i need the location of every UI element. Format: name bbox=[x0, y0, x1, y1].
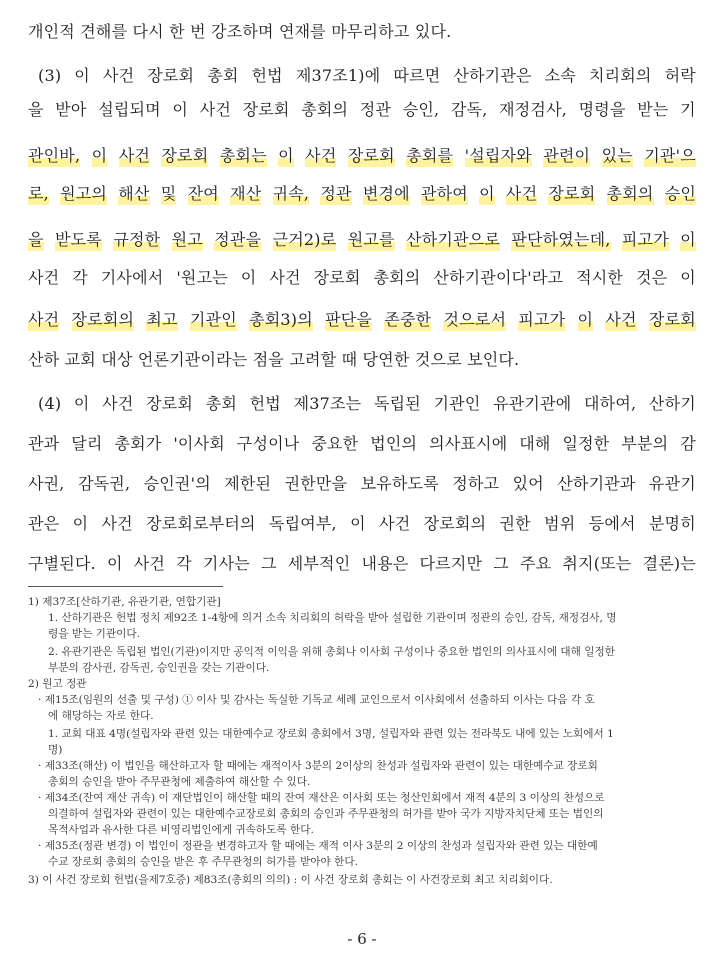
body-word: 관은 bbox=[28, 514, 60, 533]
body-word: 권한 bbox=[499, 514, 531, 533]
body-word: 원고의 bbox=[60, 184, 108, 203]
body-word: 이 bbox=[74, 66, 90, 85]
body-word: 장로회 bbox=[146, 394, 194, 413]
body-word: 기사는 bbox=[202, 554, 250, 573]
body-word: 각 bbox=[176, 554, 192, 573]
body-line bbox=[28, 512, 696, 536]
body-word: 견해를 bbox=[80, 22, 133, 41]
body-word: 산하 bbox=[28, 350, 65, 369]
body-line bbox=[38, 392, 696, 416]
body-word: 변경에 bbox=[362, 184, 410, 203]
body-word: 장로회 bbox=[147, 66, 195, 85]
body-word: 총회의 bbox=[606, 184, 654, 203]
body-word: 산하기관은 bbox=[453, 66, 532, 85]
body-word: 감독권, bbox=[77, 474, 131, 493]
body-word: 다시 bbox=[132, 22, 170, 41]
body-word: 을 bbox=[28, 230, 44, 249]
body-word: 있다. bbox=[414, 22, 452, 41]
body-word: 규정한 bbox=[113, 230, 161, 249]
body-word: 연재를 bbox=[278, 22, 332, 41]
body-word: 장로회 bbox=[313, 268, 361, 287]
body-word: 사건 bbox=[269, 268, 301, 287]
body-word: 재산 bbox=[230, 184, 262, 203]
footnote-line: 2. 유관기관은 독립된 법인(기관)이지만 공익적 이익을 위해 총회나 이사회 구성이나 중요한 법인의 의사표시에 대해 일정한 bbox=[48, 646, 615, 658]
body-line bbox=[28, 144, 696, 168]
body-word: 받는 bbox=[637, 100, 669, 119]
body-word: 관련이 bbox=[543, 146, 591, 165]
body-word: 보유하도록 bbox=[360, 474, 439, 493]
body-word: (4) bbox=[38, 394, 62, 413]
body-word: 따르면 bbox=[393, 66, 441, 85]
body-word: 잔여 bbox=[187, 184, 219, 203]
body-word: 구성이나 bbox=[236, 434, 300, 453]
body-word: 이 bbox=[240, 268, 257, 287]
body-word: 산하기관과 bbox=[557, 474, 636, 493]
footnote-line: 1) 제37조[산하기관, 유관기관, 연합기관] bbox=[28, 596, 221, 608]
body-word: 승인, bbox=[402, 100, 440, 119]
body-word: 관과 bbox=[28, 434, 60, 453]
body-word: 사건 bbox=[101, 514, 133, 533]
body-word: 독립여부, bbox=[268, 514, 337, 533]
body-word: 고려할 bbox=[289, 350, 342, 369]
body-word: 결론)는 bbox=[642, 554, 696, 573]
body-line bbox=[28, 182, 696, 206]
footnote-line: · 제35조(정관 변경) 이 법인이 정관을 변경하고자 할 때에는 재적 이사 3분의 2 이상의 찬성과 설립자와 관련 있는 대한예 bbox=[38, 840, 598, 852]
body-line bbox=[28, 348, 696, 372]
footnote-line: 의결하여 설립자와 관련이 있는 대한예수교장로회 총회의 승인과 주무관청의 허가를 받아 국가 지방자치단체 또는 법인의 bbox=[48, 808, 604, 820]
body-word: 한 bbox=[169, 22, 191, 41]
body-word: 관인바, bbox=[28, 146, 81, 165]
body-word: 정관 bbox=[320, 184, 352, 203]
body-word: 승인권'의 bbox=[143, 474, 211, 493]
body-word: 제37조1)에 bbox=[295, 66, 381, 85]
body-word: 그 bbox=[260, 554, 277, 573]
footnote-line: 명) bbox=[48, 744, 63, 756]
body-word: 피고가 bbox=[518, 310, 566, 329]
body-word: (3) bbox=[38, 66, 62, 85]
body-word: 원고를 bbox=[347, 230, 395, 249]
body-word: 귀속, bbox=[272, 184, 310, 203]
body-word: 사건 bbox=[199, 100, 231, 119]
body-word: 대하여, bbox=[584, 394, 637, 413]
page-number: - 6 - bbox=[347, 930, 377, 948]
body-word: 존중한 bbox=[384, 310, 432, 329]
body-line bbox=[28, 266, 696, 290]
body-word: 기 bbox=[680, 100, 696, 119]
body-word: 법인의 bbox=[370, 434, 418, 453]
body-word: 받아 bbox=[55, 100, 87, 119]
body-word: 정하고 bbox=[452, 474, 500, 493]
body-word: 산하기 bbox=[648, 394, 696, 413]
body-word: 다르지만 bbox=[419, 554, 483, 573]
body-word: '설립자와 bbox=[464, 146, 532, 165]
body-word: 사건 bbox=[118, 146, 151, 165]
body-line bbox=[28, 472, 696, 496]
footnote-line: 수교 장로회 총회의 승인을 받은 후 주무관청의 허가를 받아야 한다. bbox=[48, 856, 358, 868]
body-word: 산하기관이다'라고 bbox=[433, 268, 564, 287]
body-word: 독립된 bbox=[373, 394, 421, 413]
body-word: 정관 bbox=[359, 100, 392, 119]
body-word: 사건 bbox=[102, 394, 134, 413]
body-word: 대상 bbox=[101, 350, 138, 369]
body-word: 이 bbox=[73, 394, 90, 413]
body-word: 대해 bbox=[519, 434, 551, 453]
footnote-line: 령을 받는 기관이다. bbox=[48, 628, 140, 640]
body-word: 사건 bbox=[133, 554, 166, 573]
body-word: 각 bbox=[72, 268, 88, 287]
body-word: 피고가 bbox=[621, 230, 669, 249]
body-word: 점을 bbox=[252, 350, 290, 369]
body-word: 취지(또는 bbox=[562, 554, 632, 573]
body-word: 이 bbox=[680, 230, 696, 249]
body-word: 이 bbox=[172, 100, 189, 119]
body-word: 을 bbox=[28, 100, 44, 119]
body-word: 이 bbox=[91, 146, 108, 165]
footnote-line: 1. 산하기관은 헌법 정치 제92조 1-4항에 의거 소속 치리회의 허락을 받아 설립한 기관이며 정관의 승인, 감독, 재정검사, 명 bbox=[48, 612, 617, 624]
body-word: 적시한 bbox=[576, 268, 624, 287]
body-word: 범위 bbox=[544, 514, 576, 533]
body-word: 사건 bbox=[28, 268, 60, 287]
body-word: 이 bbox=[680, 268, 696, 287]
body-word: 총회 bbox=[207, 66, 239, 85]
body-line bbox=[28, 98, 696, 122]
body-word: 마무리하고 bbox=[331, 22, 415, 41]
body-line bbox=[28, 228, 696, 252]
body-word: 제한된 bbox=[224, 474, 272, 493]
body-word: 것으로 bbox=[414, 350, 468, 369]
body-word: 세부적인 bbox=[287, 554, 351, 573]
body-word: 로, bbox=[28, 184, 49, 203]
body-word: 이 bbox=[278, 146, 294, 165]
body-word: 원고 bbox=[171, 230, 203, 249]
body-word: 관하여 bbox=[420, 184, 468, 203]
body-word: 교회 bbox=[64, 350, 102, 369]
body-word: 구별된다. bbox=[28, 554, 96, 573]
body-word: 부분의 bbox=[621, 434, 669, 453]
body-word: 허락 bbox=[664, 66, 696, 85]
body-word: 있는 bbox=[601, 146, 633, 165]
body-word: 사건 bbox=[505, 184, 538, 203]
body-word: '이사회 bbox=[173, 434, 225, 453]
body-word: 강조하며 bbox=[211, 22, 279, 41]
body-word: 권한만을 bbox=[284, 474, 348, 493]
body-word: 총회3)의 bbox=[249, 310, 313, 329]
body-word: 개인적 bbox=[28, 22, 81, 41]
body-word: 헌법 bbox=[249, 394, 281, 413]
body-word: 유관기관에 bbox=[493, 394, 572, 413]
body-word: 이 bbox=[107, 554, 123, 573]
footnote-line: 1. 교회 대표 4명(설립자와 관련 있는 대한예수교 장로회 총회에서 3명, 설립자와 관련 있는 전라북도 내에 있는 노회에서 1 bbox=[48, 728, 614, 740]
body-word: 때 bbox=[341, 350, 363, 369]
body-word: 장로회로부터의 bbox=[146, 514, 256, 533]
body-word: 최고 bbox=[146, 310, 178, 329]
body-word: 이 bbox=[479, 184, 495, 203]
body-word: 내용은 bbox=[361, 554, 409, 573]
body-word: 번 bbox=[190, 22, 212, 41]
body-word: 달리 bbox=[71, 434, 103, 453]
body-word: 있어 bbox=[512, 474, 544, 493]
body-word: 받도록 bbox=[55, 230, 102, 249]
footnote-line: 에 해당하는 자로 한다. bbox=[48, 710, 154, 722]
body-word: 장로회의 bbox=[423, 514, 487, 533]
body-line bbox=[28, 20, 696, 44]
body-word: 주요 bbox=[519, 554, 552, 573]
body-word: 총회의 bbox=[301, 100, 349, 119]
body-word: 기관인 bbox=[189, 310, 237, 329]
body-word: 중요한 bbox=[311, 434, 359, 453]
body-word: 사건 bbox=[379, 514, 411, 533]
body-word: 이 bbox=[350, 514, 366, 533]
body-word: 이 bbox=[577, 310, 594, 329]
body-word: 사건 bbox=[102, 66, 135, 85]
body-word: 감 bbox=[680, 434, 696, 453]
body-line bbox=[28, 308, 696, 332]
body-word: 장로회의 bbox=[71, 310, 135, 329]
body-word: 의사표시에 bbox=[429, 434, 508, 453]
body-word: 산하기관으로 bbox=[406, 230, 500, 249]
footnote-line: 2) 원고 정관 bbox=[28, 678, 87, 690]
body-word: 감독, bbox=[450, 100, 488, 119]
footnote-line: · 제34조(잔여 재산 귀속) 이 재단법인이 해산할 때의 잔여 재산은 이사회 또는 청산인회에서 재적 4분의 3 이상의 찬성으로 bbox=[38, 792, 605, 804]
footnote-line: · 제33조(해산) 이 법인을 해산하고자 할 때에는 재적이사 3분의 2이상의 찬성과 설립자와 관련이 있는 대한예수교 장로회 bbox=[38, 760, 598, 772]
body-word: 재정검사, bbox=[499, 100, 568, 119]
body-word: 보인다. bbox=[467, 350, 520, 369]
body-line bbox=[28, 432, 696, 456]
body-word: 및 bbox=[160, 184, 177, 203]
body-word: 명령을 bbox=[578, 100, 626, 119]
body-word: 판단하였는데, bbox=[511, 230, 611, 249]
body-word: 치리회의 bbox=[588, 66, 652, 85]
body-word: 등에서 bbox=[588, 514, 636, 533]
body-word: 사건 bbox=[605, 310, 637, 329]
footnote-line: 3) 이 사건 장로회 헌법(을제7호증) 제83조(총회의 의의) : 이 사건 장로회 총회는 이 사건장로회 최고 치리회이다. bbox=[28, 874, 553, 886]
body-word: 판단을 bbox=[325, 310, 373, 329]
body-word: 그 bbox=[493, 554, 509, 573]
body-word: 장로회 bbox=[242, 100, 290, 119]
body-word: 설립되며 bbox=[98, 100, 161, 119]
body-word: 기관'으 bbox=[644, 146, 696, 165]
footnote-line: 총회의 승인을 받아 주무관청에 제출하여 해산할 수 있다. bbox=[48, 776, 311, 788]
body-word: 사건 bbox=[28, 310, 60, 329]
body-word: 승인 bbox=[664, 184, 696, 203]
body-word: 해산 bbox=[118, 184, 150, 203]
body-word: 총회는 bbox=[219, 146, 267, 165]
body-word: 언론기관이라는 bbox=[137, 350, 253, 369]
body-word: 당연한 bbox=[362, 350, 415, 369]
body-word: 헌법 bbox=[251, 66, 283, 85]
body-word: 총회 bbox=[205, 394, 238, 413]
body-word: 것은 bbox=[635, 268, 668, 287]
body-word: 총회의 bbox=[373, 268, 421, 287]
body-word: 총회가 bbox=[114, 434, 162, 453]
footnote-divider bbox=[28, 586, 223, 587]
body-word: 근거2)로 bbox=[272, 230, 337, 249]
body-word: 소속 bbox=[544, 66, 576, 85]
body-word: 사권, bbox=[28, 474, 65, 493]
body-word: 유관기 bbox=[648, 474, 696, 493]
body-word: 이 bbox=[72, 514, 89, 533]
body-word: 기사에서 bbox=[100, 268, 164, 287]
body-word: 장로회 bbox=[648, 310, 696, 329]
body-word: 기관인 bbox=[433, 394, 481, 413]
footnote-line: 부분의 감사권, 감독권, 승인권을 갖는 기관이다. bbox=[48, 662, 270, 674]
body-word: 장로회 bbox=[548, 184, 596, 203]
body-word: 것으로서 bbox=[443, 310, 507, 329]
body-word: 사건 bbox=[305, 146, 337, 165]
footnote-line: · 제15조(임원의 선출 및 구성) ① 이사 및 감사는 독실한 기독교 세례 교인으로서 이사회에서 선출하되 이사는 다음 각 호 bbox=[38, 694, 595, 706]
footnote-line: 목적사업과 유사한 다른 비영리법인에게 귀속하도록 한다. bbox=[48, 824, 314, 836]
body-line bbox=[38, 64, 696, 88]
body-word: 제37조는 bbox=[293, 394, 362, 413]
body-word: 총회를 bbox=[406, 146, 454, 165]
body-word: '원고는 bbox=[176, 268, 228, 287]
body-word: 정관을 bbox=[214, 230, 262, 249]
body-word: 장로회 bbox=[347, 146, 395, 165]
body-word: 분명히 bbox=[648, 514, 696, 533]
body-line bbox=[28, 552, 696, 576]
body-word: 일정한 bbox=[562, 434, 610, 453]
body-word: 장로회 bbox=[161, 146, 209, 165]
